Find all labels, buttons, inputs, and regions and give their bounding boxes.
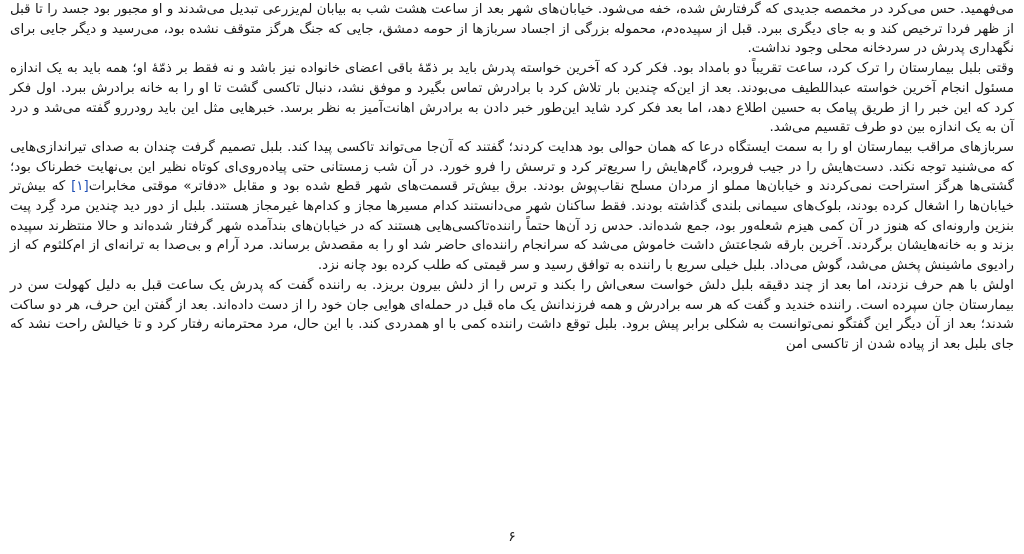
paragraph-2 xyxy=(10,59,1014,138)
paragraph-text: می‌فهمید. حس می‌کرد در مخمصه جدیدی که گرفتارش شده، خفه می‌شود. خیابان‌های شهر بعد از ساعت هشت شب به بیابان لم‌یزرعی تبدیل می‌شدند و او مجبور بود جسد را تا قبل از ظهر فردا ترخیص کند و به جای دیگری ببرد. قبل از سپیده‌دم، محموله بزرگی از اجساد سربازها از حومه دمشق، جایی که جنگ هرگز متوقف نشده بود، می‌رسید و دیگر جایی برای نگهداری پدرش در سردخانه محلی وجود نداشت. xyxy=(10,2,1014,57)
paragraph-text: که بیش‌تر خیابان‌ها را اشغال کرده بودند، بلوک‌های سیمانی بلندی گذاشته بودند. فقط ساکنان شهر می‌دانستند کدام مسیرها مجاز و کدام‌ها غیرمجاز هستند. بلبل از دور دید چندین مرد گِرد پیت بنزین وارونه‌ای که هنوز در آن کمی هیزم شعله‌ور بود، جمع شده‌اند. حدس زد آن‌ها حتماً راننده‌تاکسی‌هایی هستند که در خیابان‌های بندآمده شهر گرفتار شده‌اند و حالا منتظرند سپیده بزند و به خانه‌هایشان برگردند. آخرین بارقه شجاعتش داشت خاموش می‌شد که سرانجام راننده‌ای حاضر شد او را به مقصدش برساند. مرد آرام و بی‌صدا به ترانه‌ای از ام‌کلثوم که از رادیوی ماشینش پخش می‌شد، گوش می‌داد. بلبل خیلی سریع با راننده به توافق رسید و سر قیمتی که طلب کرده بود چانه نزد. xyxy=(10,179,1014,274)
paragraph-text: وقتی بلبل بیمارستان را ترک کرد، ساعت تقریباً دو بامداد بود. فکر کرد که آخرین خواسته پدرش باید بر ذمّهٔ باقی اعضای خانواده نیز باشد و نه فقط بر ذمّهٔ او؛ همه باید به یک اندازه مسئول انجام آخرین خواسته عبداللطیف می‌بودند. بعد از این‌که چندین بار تلاش کرد با برادرش تماس بگیرد و موفق نشد، دنبال تاکسی گشت تا او را به خانه برادرش ببرد. اول فکر کرد که این خبر را از طریق پیامک به حسین اطلاع دهد، اما بعد فکر کرد شاید این‌طور خبر دادن به برادرش اهانت‌آمیز به نظر برسد. خبرهایی مثل این باید رودررو گفته می‌شد و درد آن به یک اندازه بین دو طرف تقسیم می‌شد. xyxy=(10,61,1014,136)
paragraph-1 xyxy=(10,0,1014,59)
paragraph-4 xyxy=(10,276,1014,355)
paragraph-3 xyxy=(10,138,1014,276)
paragraph-text: اولش با هم حرف نزدند، اما بعد از چند دقیقه بلبل دلش خواست سعی‌اش را بکند و ترس را از دلش بیرون بریزد. به راننده گفت که پدرش یک ساعت قبل به دلیل کهولت سن در بیمارستان جان سپرده است. راننده خندید و گفت که هر سه برادرش و همه فرزندانش یک ماه قبل در حمله‌ای هوایی جان خود را از دست داده‌اند. بعد از گفتن این حرف، هر دو ساکت شدند؛ بعد از آن دیگر این گفتگو نمی‌توانست به شکلی برابر پیش برود. بلبل توقع داشت راننده کمی با او همدردی کند. با این حال، مرد محترمانه رفتار کرد و تا خیالش راحت نشد که جای بلبل بعد از پیاده شدن از تاکسی امن xyxy=(10,277,1014,352)
page-number: ۶ xyxy=(508,529,516,545)
paragraph-text: سربازهای مراقب بیمارستان او را به سمت ایستگاه درعا که همان حوالی بود هدایت کردند؛ گفتند که آن‌جا می‌تواند تاکسی پیدا کند. بلبل تصمیم گرفت چندان به صدای تیراندازی‌هایی که می‌شنید توجه نکند. دست‌هایش را در جیب فروبرد، گام‌هایش را سریع‌تر کرد و ترسش را فرو خورد. در آن شب زمستانی حتی پیاده‌روی‌ای کوتاه نظیر این بی‌نهایت خطرناک بود؛ گشتی‌ها هرگز استراحت نمی‌کردند و خیابان‌ها مملو از مردان مسلح نقاب‌پوش بودند. برق بیش‌تر قسمت‌های شهر قطع شده بود و مقابل «دفاتر» موقتی مخابرات xyxy=(10,139,1014,195)
footnote-link[interactable]: [۱] xyxy=(71,179,89,195)
body-text xyxy=(10,0,1014,355)
